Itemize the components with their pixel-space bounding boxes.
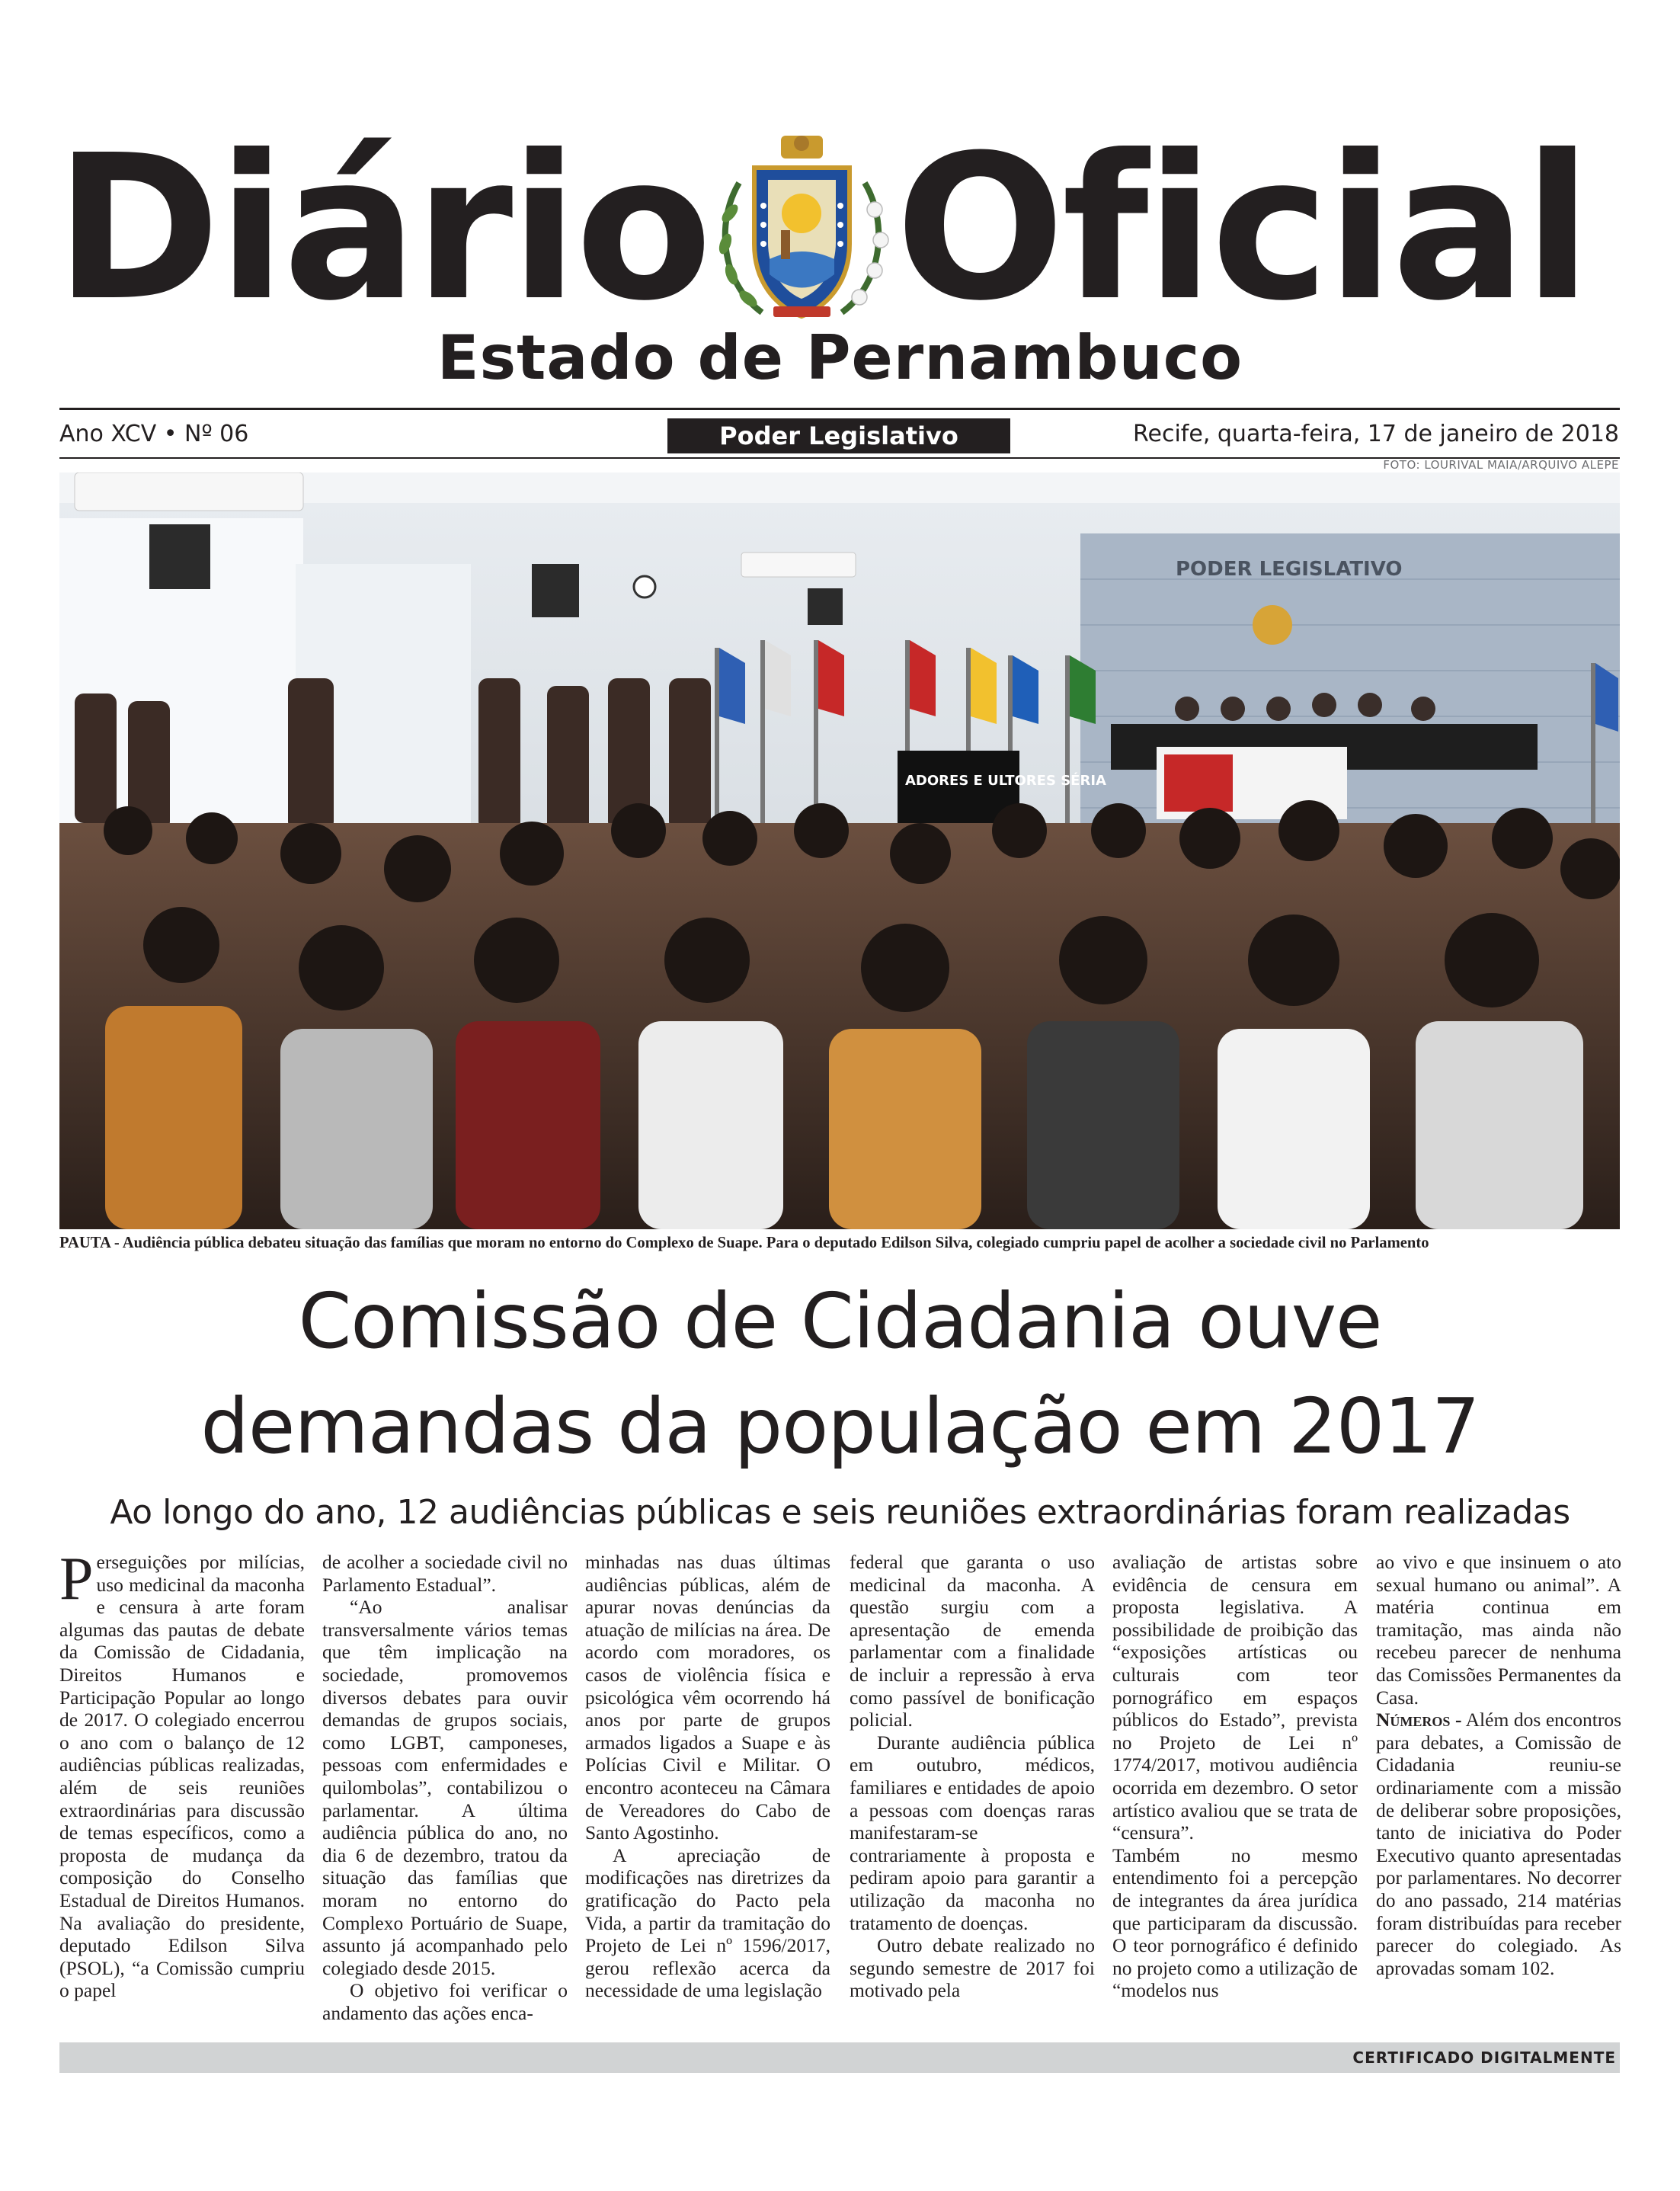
banner-text: ADORES E ULTORES SÉRIA — [905, 773, 1106, 789]
paragraph: de acolher a sociedade civil no Parlamento Estadual”. — [322, 1551, 568, 1596]
deck: Ao longo do ano, 12 audiências públicas e seis reuniões extraordinárias foram realizadas — [110, 1493, 1570, 1532]
section-label: Números - — [1376, 1709, 1462, 1731]
paragraph: A apreciação de modificações nas diretrizes da gratificação do Pacto pela Vida, a partir da tramitação do Projeto de Lei nº 1596/2017, gerou reflexão acerca da necessidade de uma legislação — [585, 1843, 830, 2002]
edition-number: Ano XCV • Nº 06 — [59, 421, 249, 447]
paragraph: federal que garanta o uso medicinal da maconha. A questão surgiu com a apresentação de emenda parlamentar com a finalidade de incluir a repressão à erva como passível de bonificação policial. — [850, 1551, 1095, 1731]
photo-caption — [59, 1232, 1620, 1254]
dropcap: P — [59, 1551, 94, 1613]
pernambuco-coat-of-arms-icon — [709, 130, 895, 328]
paragraph: O objetivo foi verificar o andamento das ações enca- — [322, 1979, 568, 2024]
article-column-1 — [59, 1551, 305, 2027]
paragraph: Durante audiência pública em outubro, médicos, familiares e entidades de apoio a pessoas com doenças raras manifestaram-se contrariamente à proposta e pediram apoio para garantir a utilização da maconha no tratamento de doenças. — [850, 1731, 1095, 1934]
paragraph: Também no mesmo entendimento foi a percepção de integrantes da área jurídica que participaram da discussão. O teor pornográfico é definido no projeto como a utilização de “modelos nus — [1112, 1843, 1358, 2002]
paragraph: erseguições por milícias, uso medicinal da maconha e censura à arte foram algumas das pautas de debate da Comissão de Cidadania, Direitos Humanos e Participação Popular ao longo de 2017. O colegiado encerrou o ano com o balanço de 12 audiências públicas realizadas, além de seis reuniões extraordinárias para discussão de temas específicos, como a proposta de mudança da composição do Conselho Estadual de Direitos Humanos. Na avaliação do presidente, deputado Edilson Silva (PSOL), “a Comissão cumpriu o papel — [59, 1551, 305, 2002]
paragraph: “Ao analisar transversalmente vários temas que têm implicação na sociedade, promovemos diversos debates para ouvir demandas de grupos sociais, como LGBT, camponeses, pessoas com enfermidades e quilombolas”, contabilizou o parlamentar. A última audiência pública do ano, no dia 6 de dezembro, tratou da situação das famílias que moram no entorno do Complexo Portuário de Suape, assunto já acompanhado pelo colegiado desde 2015. — [322, 1596, 568, 1979]
masthead-top-rule — [59, 408, 1620, 410]
paragraph: Além dos encontros para debates, a Comissão de Cidadania reuniu-se ordinariamente com a missão de deliberar sobre proposições, tanto de iniciativa do Poder Executivo quanto apresentadas por parlamentares. No decorrer do ano passado, 214 matérias foram distribuídas para receber parecer do colegiado. As aprovadas somam 102. — [1376, 1709, 1621, 1979]
wall-sign: PODER LEGISLATIVO — [1176, 558, 1403, 581]
article-column-6 — [1376, 1551, 1621, 2027]
hearing-room-photo — [59, 472, 1620, 1229]
paragraph: minhadas nas duas últimas audiências públicas, além de apurar novas denúncias da atuação de milícias na área. De acordo com moradores, os casos de violência física e psicológica vêm ocorrendo há anos por parte de grupos armados ligados a Suape e às Polícias Civil e Militar. O encontro aconteceu na Câmara de Vereadores do Cabo de Santo Agostinho. — [585, 1551, 830, 1844]
paragraph: Outro debate realizado no segundo semestre de 2017 foi motivado pela — [850, 1934, 1095, 2002]
section-badge: Poder Legislativo — [667, 418, 1010, 453]
headline-line-1: Comissão de Cidadania ouve — [298, 1276, 1382, 1366]
article-column-3 — [585, 1551, 830, 2027]
photo-credit: FOTO: LOURIVAL MAIA/ARQUIVO ALEPE — [1383, 458, 1619, 472]
caption-label: PAUTA - — [59, 1235, 120, 1251]
certified-label: CERTIFICADO DIGITALMENTE — [1352, 2048, 1616, 2067]
caption-text: Audiência pública debateu situação das famílias que moram no entorno do Complexo de Suape. Para o deputado Edilson Silva, colegiado cumpriu papel de acolher a sociedade civil no Parlamento — [119, 1235, 1429, 1251]
masthead-subtitle: Estado de Pernambuco — [437, 322, 1243, 393]
paragraph: ao vivo e que insinuem o ato sexual humano ou animal”. A matéria continua em tramitação, mas ainda não recebeu parecer de nenhuma das Comissões Permanentes da Casa. — [1376, 1551, 1621, 1709]
headline — [46, 1269, 1634, 1479]
article-column-5 — [1112, 1551, 1358, 2027]
headline-line-2: demandas da população em 2017 — [200, 1382, 1480, 1471]
masthead-title-right: Oficial — [895, 112, 1589, 344]
article-column-4 — [850, 1551, 1095, 2027]
article-column-2 — [322, 1551, 568, 2027]
masthead-title-left: Diário — [55, 112, 710, 344]
dateline: Recife, quarta-feira, 17 de janeiro de 2018 — [1133, 421, 1619, 447]
paragraph: avaliação de artistas sobre evidência de censura em proposta legislativa. A possibilidade de proibição das “exposições artísticas ou culturais com teor pornográfico em espaços públicos do Estado”, prevista no Projeto de Lei nº 1774/2017, motivou audiência ocorrida em dezembro. O setor artístico avaliou que se trata de “censura”. — [1112, 1551, 1358, 1844]
